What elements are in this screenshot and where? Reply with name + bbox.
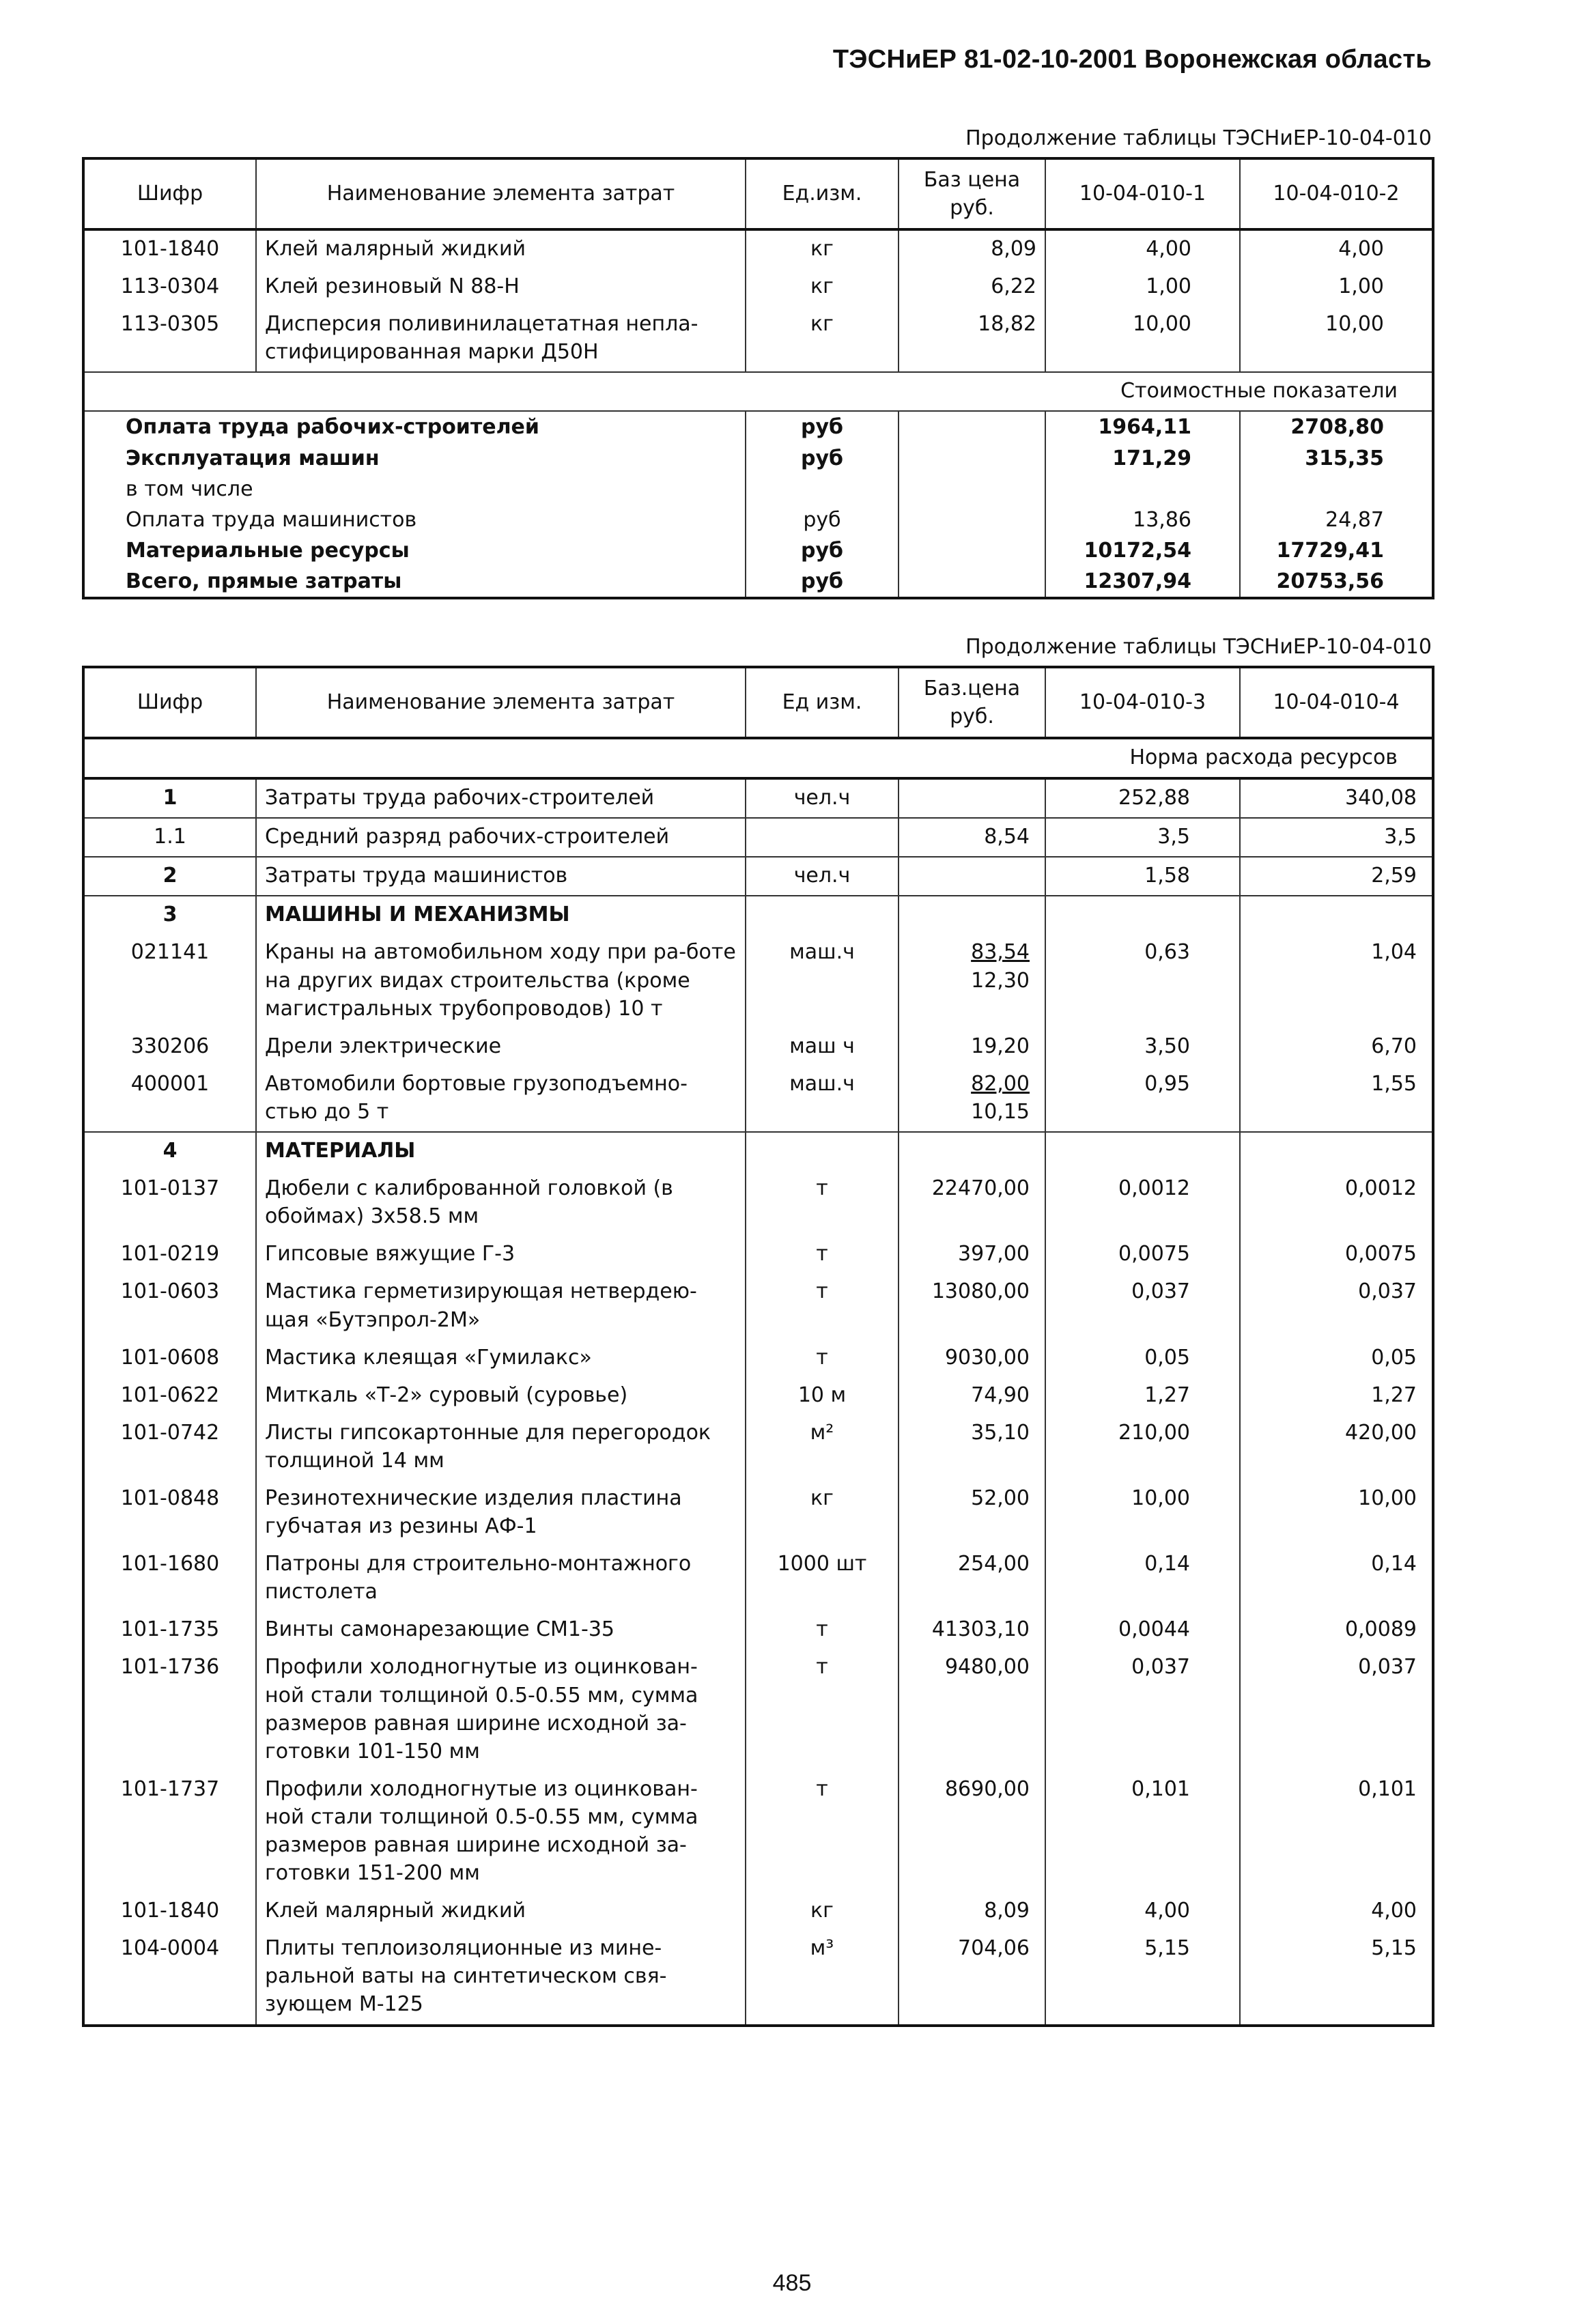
table-row [83, 778, 1433, 818]
row-name: Дрели электрические [256, 1028, 746, 1066]
table-row [83, 818, 1433, 857]
row-value-3: 0,0075 [1045, 1236, 1240, 1273]
row-value-1: 1,00 [1045, 268, 1240, 306]
row-name: МАШИНЫ И МЕХАНИЗМЫ [256, 896, 746, 934]
summary-unit: руб [746, 566, 899, 598]
row-name: Дюбели с калиброванной головкой (в обоймах) 3х58.5 мм [256, 1170, 746, 1236]
row-code: 330206 [130, 1034, 210, 1058]
price-main: 41303,10 [931, 1617, 1030, 1642]
row-unit: т [746, 1649, 899, 1770]
row-price: 18,82 [899, 306, 1045, 372]
price-main: 8690,00 [944, 1776, 1030, 1801]
price-secondary: 10,15 [971, 1099, 1030, 1124]
row-code: 4 [83, 1132, 256, 1170]
price-main: 704,06 [958, 1936, 1030, 1961]
table-row [83, 1273, 1433, 1339]
row-code: 1 [83, 778, 256, 818]
table1-header-row [83, 158, 1433, 229]
row-value-4 [1240, 896, 1433, 934]
row-unit: м³ [746, 1930, 899, 2025]
row-value-4: 5,15 [1240, 1930, 1433, 2025]
row-price: 6,22 [899, 268, 1045, 306]
table-row [83, 1893, 1433, 1930]
row-value-4 [1240, 1132, 1433, 1170]
row-value-3: 0,0012 [1045, 1170, 1240, 1236]
row-value-4: 0,14 [1240, 1546, 1433, 1611]
row-unit: чел.ч [746, 778, 899, 818]
row-name: Средний разряд рабочих-строителей [256, 818, 746, 857]
cost-caption: Стоимостные показатели [83, 372, 1433, 411]
row-code: 021141 [130, 940, 210, 965]
summary-label: в том числе [126, 477, 253, 501]
row-value-3: 0,037 [1045, 1649, 1240, 1770]
row-price [899, 857, 1045, 896]
row-code: 101-0608 [120, 1345, 220, 1370]
row-code: 3 [83, 896, 256, 934]
row-name: Гипсовые вяжущие Г-3 [256, 1236, 746, 1273]
row-unit: маш.ч [746, 1066, 899, 1132]
summary-row [83, 505, 1433, 535]
price-main: 83,54 [971, 940, 1030, 965]
table-row [83, 1236, 1433, 1273]
row-price [899, 1170, 1045, 1236]
row-unit: маш.ч [746, 934, 899, 1028]
summary-blank [899, 505, 1045, 535]
row-code: 101-1737 [120, 1776, 220, 1801]
row-code: 101-0603 [120, 1279, 220, 1304]
summary-label: Оплата труда рабочих-строителей [83, 411, 746, 442]
price-main: 82,00 [971, 1071, 1030, 1096]
row-value-3: 0,101 [1045, 1771, 1240, 1893]
row-value-3 [1045, 1132, 1240, 1170]
row-value-3: 0,037 [1045, 1273, 1240, 1339]
row-value-4: 6,70 [1240, 1028, 1433, 1066]
row-value-3: 0,0044 [1045, 1611, 1240, 1649]
row-price [899, 1132, 1045, 1170]
row-unit: 1000 шт [746, 1546, 899, 1611]
row-unit: кг [746, 1893, 899, 1930]
row-name: Дисперсия поливинилацетатная непла-стифицированная марки Д50Н [256, 306, 746, 372]
row-value-2: 4,00 [1240, 229, 1433, 268]
summary-blank [899, 474, 1045, 505]
row-value-4: 3,5 [1240, 818, 1433, 857]
norm-caption-row [83, 738, 1433, 778]
header-unit: Ед.изм. [746, 158, 899, 229]
table-row [83, 1480, 1433, 1546]
row-unit: т [746, 1236, 899, 1273]
summary-unit: руб [746, 443, 899, 474]
summary-unit: руб [746, 505, 899, 535]
row-value-3: 3,50 [1045, 1028, 1240, 1066]
row-code: 113-0305 [120, 312, 220, 337]
row-unit: кг [746, 268, 899, 306]
row-value-3: 5,15 [1045, 1930, 1240, 2025]
row-value-3: 0,95 [1045, 1066, 1240, 1132]
row-unit: кг [746, 229, 899, 268]
row-unit: кг [746, 1480, 899, 1546]
row-name: Миткаль «Т-2» суровый (суровье) [256, 1377, 746, 1415]
row-code: 101-1735 [120, 1617, 220, 1642]
summary-label: Оплата труда машинистов [126, 507, 417, 532]
row-code: 101-1840 [120, 237, 220, 261]
row-price [899, 1236, 1045, 1273]
row-value-4: 2,59 [1240, 857, 1433, 896]
summary-blank [899, 535, 1045, 566]
price-main: 13080,00 [931, 1279, 1030, 1304]
row-value-3: 4,00 [1045, 1893, 1240, 1930]
header-name: Наименование элемента затрат [256, 158, 746, 229]
summary-value-1 [1045, 474, 1240, 505]
row-code: 101-1736 [120, 1655, 220, 1680]
table-row [83, 1771, 1433, 1893]
row-value-3: 252,88 [1045, 778, 1240, 818]
summary-value-2: 315,35 [1240, 443, 1433, 474]
table-row [83, 1132, 1433, 1170]
row-name: Профили холодногнутые из оцинкован-ной стали толщиной 0.5-0.55 мм, сумма размеров равная ширине исходной за-готовки 151-200 мм [256, 1771, 746, 1893]
row-value-3: 0,63 [1045, 934, 1240, 1028]
row-code: 101-0742 [120, 1420, 220, 1445]
row-code: 101-1680 [120, 1552, 220, 1576]
summary-value-2: 17729,41 [1240, 535, 1433, 566]
header-name: Наименование элемента затрат [256, 667, 746, 738]
cost-caption-row [83, 372, 1433, 411]
table2-header-row [83, 667, 1433, 738]
row-name: Резинотехнические изделия пластина губчатая из резины АФ-1 [256, 1480, 746, 1546]
row-name: Мастика клеящая «Гумилакс» [256, 1340, 746, 1377]
row-value-4: 1,27 [1240, 1377, 1433, 1415]
row-value-1: 4,00 [1045, 229, 1240, 268]
row-name: МАТЕРИАЛЫ [256, 1132, 746, 1170]
summary-unit: руб [746, 535, 899, 566]
row-value-4: 4,00 [1240, 1893, 1433, 1930]
table2-caption: Продолжение таблицы ТЭСНиЕР-10-04-010 [965, 635, 1432, 659]
row-name: Краны на автомобильном ходу при ра-боте на других видах строительства (кроме магистральных трубопроводов) 10 т [256, 934, 746, 1028]
row-name: Клей малярный жидкий [256, 1893, 746, 1930]
row-price [899, 1340, 1045, 1377]
row-code: 101-0622 [120, 1383, 220, 1407]
row-price [899, 1028, 1045, 1066]
header-price: Баз цена руб. [899, 158, 1045, 229]
table-row [83, 306, 1433, 372]
row-value-3: 0,14 [1045, 1546, 1240, 1611]
row-value-4: 0,0089 [1240, 1611, 1433, 1649]
row-price [899, 818, 1045, 857]
price-main: 74,90 [971, 1383, 1030, 1407]
row-value-4: 340,08 [1240, 778, 1433, 818]
row-value-4: 420,00 [1240, 1415, 1433, 1480]
summary-value-2: 2708,80 [1240, 411, 1433, 442]
row-value-4: 0,0012 [1240, 1170, 1433, 1236]
row-price [899, 1415, 1045, 1480]
row-price [899, 1546, 1045, 1611]
row-name: Затраты труда машинистов [256, 857, 746, 896]
row-code: 1.1 [83, 818, 256, 857]
row-code: 104-0004 [120, 1936, 220, 1961]
summary-value-1: 13,86 [1045, 505, 1240, 535]
row-price [899, 1611, 1045, 1649]
table-row [83, 1546, 1433, 1611]
table-row [83, 1066, 1433, 1132]
table-row [83, 1170, 1433, 1236]
table-row [83, 1415, 1433, 1480]
table-row [83, 229, 1433, 268]
row-value-3: 10,00 [1045, 1480, 1240, 1546]
row-name: Автомобили бортовые грузоподъемно-стью до 5 т [256, 1066, 746, 1132]
row-code: 101-0848 [120, 1486, 220, 1510]
header-col1: 10-04-010-1 [1045, 158, 1240, 229]
summary-row [83, 474, 1433, 505]
summary-label: Эксплуатация машин [126, 446, 380, 470]
table-row [83, 268, 1433, 306]
table1-caption: Продолжение таблицы ТЭСНиЕР-10-04-010 [965, 126, 1432, 150]
row-price [899, 1893, 1045, 1930]
price-main: 19,20 [971, 1034, 1030, 1058]
row-value-4: 0,037 [1240, 1273, 1433, 1339]
row-price [899, 934, 1045, 1028]
row-value-1: 10,00 [1045, 306, 1240, 372]
summary-value-2: 20753,56 [1240, 566, 1433, 598]
row-unit [746, 896, 899, 934]
price-main: 22470,00 [931, 1176, 1030, 1201]
table-row [83, 1930, 1433, 2025]
summary-value-2 [1240, 474, 1433, 505]
row-value-3: 1,58 [1045, 857, 1240, 896]
table-row [83, 934, 1433, 1028]
table-row [83, 1340, 1433, 1377]
row-value-4: 1,55 [1240, 1066, 1433, 1132]
row-price [899, 1930, 1045, 2025]
row-name: Винты самонарезающие СМ1-35 [256, 1611, 746, 1649]
row-value-2: 10,00 [1240, 306, 1433, 372]
row-value-4: 0,05 [1240, 1340, 1433, 1377]
row-value-4: 0,101 [1240, 1771, 1433, 1893]
row-price [899, 896, 1045, 934]
summary-blank [899, 566, 1045, 598]
row-price [899, 1066, 1045, 1132]
row-unit: т [746, 1340, 899, 1377]
row-name: Затраты труда рабочих-строителей [256, 778, 746, 818]
row-code: 101-0219 [120, 1242, 220, 1266]
row-code: 101-1840 [120, 1899, 220, 1923]
summary-value-1: 171,29 [1045, 443, 1240, 474]
summary-value-1: 1964,11 [1045, 411, 1240, 442]
row-code: 101-0137 [120, 1176, 220, 1201]
price-main: 8,54 [984, 825, 1030, 849]
summary-value-2: 24,87 [1240, 505, 1433, 535]
price-main: 254,00 [958, 1552, 1030, 1576]
row-name: Патроны для строительно-монтажного пистолета [256, 1546, 746, 1611]
price-main: 397,00 [958, 1242, 1030, 1266]
summary-row [83, 535, 1433, 566]
row-unit [746, 1132, 899, 1170]
row-value-4: 0,037 [1240, 1649, 1433, 1770]
row-price [899, 1649, 1045, 1770]
row-unit: кг [746, 306, 899, 372]
resource-table-1 [82, 157, 1434, 599]
row-name: Клей резиновый N 88-Н [256, 268, 746, 306]
table-row [83, 1611, 1433, 1649]
row-code: 113-0304 [120, 274, 220, 299]
header-col3: 10-04-010-3 [1045, 667, 1240, 738]
header-col2: 10-04-010-2 [1240, 158, 1433, 229]
row-name: Профили холодногнутые из оцинкован-ной стали толщиной 0.5-0.55 мм, сумма размеров равная ширине исходной за-готовки 101-150 мм [256, 1649, 746, 1770]
row-value-4: 10,00 [1240, 1480, 1433, 1546]
page-number: 485 [772, 2270, 812, 2296]
row-value-4: 0,0075 [1240, 1236, 1433, 1273]
summary-row [83, 411, 1433, 442]
header-price: Баз.цена руб. [899, 667, 1045, 738]
row-value-3: 3,5 [1045, 818, 1240, 857]
row-value-3 [1045, 896, 1240, 934]
row-unit [746, 818, 899, 857]
summary-unit: руб [746, 411, 899, 442]
row-price [899, 1377, 1045, 1415]
table-row [83, 857, 1433, 896]
row-code: 2 [83, 857, 256, 896]
summary-blank [899, 411, 1045, 442]
norm-caption: Норма расхода ресурсов [1129, 746, 1398, 769]
price-main: 9480,00 [944, 1655, 1030, 1680]
row-name: Мастика герметизирующая нетвердею-щая «Бутэпрол-2М» [256, 1273, 746, 1339]
row-price [899, 1771, 1045, 1893]
row-value-4: 1,04 [1240, 934, 1433, 1028]
row-price [899, 1273, 1045, 1339]
document-title: ТЭСНиЕР 81-02-10-2001 Воронежская область [832, 45, 1432, 74]
row-name: Клей малярный жидкий [256, 229, 746, 268]
row-price [899, 1480, 1045, 1546]
summary-label: Всего, прямые затраты [126, 569, 402, 593]
row-unit: т [746, 1273, 899, 1339]
row-value-2: 1,00 [1240, 268, 1433, 306]
row-unit: м² [746, 1415, 899, 1480]
row-unit: т [746, 1611, 899, 1649]
summary-blank [899, 443, 1045, 474]
summary-value-1: 10172,54 [1045, 535, 1240, 566]
summary-unit [746, 474, 899, 505]
table-row [83, 1377, 1433, 1415]
row-value-3: 210,00 [1045, 1415, 1240, 1480]
row-unit: т [746, 1771, 899, 1893]
price-secondary: 12,30 [971, 968, 1030, 993]
row-price: 8,09 [899, 229, 1045, 268]
row-unit: 10 м [746, 1377, 899, 1415]
table-row [83, 1028, 1433, 1066]
summary-row [83, 566, 1433, 598]
row-code: 400001 [130, 1071, 210, 1096]
summary-value-1: 12307,94 [1045, 566, 1240, 598]
summary-label: Материальные ресурсы [126, 538, 410, 563]
row-unit: чел.ч [746, 857, 899, 896]
price-main: 9030,00 [944, 1345, 1030, 1370]
header-unit: Ед изм. [746, 667, 899, 738]
row-name: Листы гипсокартонные для перегородок толщиной 14 мм [256, 1415, 746, 1480]
row-unit: т [746, 1170, 899, 1236]
table-row [83, 896, 1433, 934]
row-price [899, 778, 1045, 818]
header-code: Шифр [83, 158, 256, 229]
summary-row [83, 443, 1433, 474]
row-value-3: 0,05 [1045, 1340, 1240, 1377]
price-main: 8,09 [984, 1899, 1030, 1923]
price-main: 35,10 [971, 1420, 1030, 1445]
header-code: Шифр [83, 667, 256, 738]
header-col4: 10-04-010-4 [1240, 667, 1433, 738]
row-value-3: 1,27 [1045, 1377, 1240, 1415]
resource-table-2 [82, 666, 1434, 2027]
table-row [83, 1649, 1433, 1770]
price-main: 52,00 [971, 1486, 1030, 1510]
row-unit: маш ч [746, 1028, 899, 1066]
row-name: Плиты теплоизоляционные из мине-ральной ваты на синтетическом свя-зующем М-125 [256, 1930, 746, 2025]
